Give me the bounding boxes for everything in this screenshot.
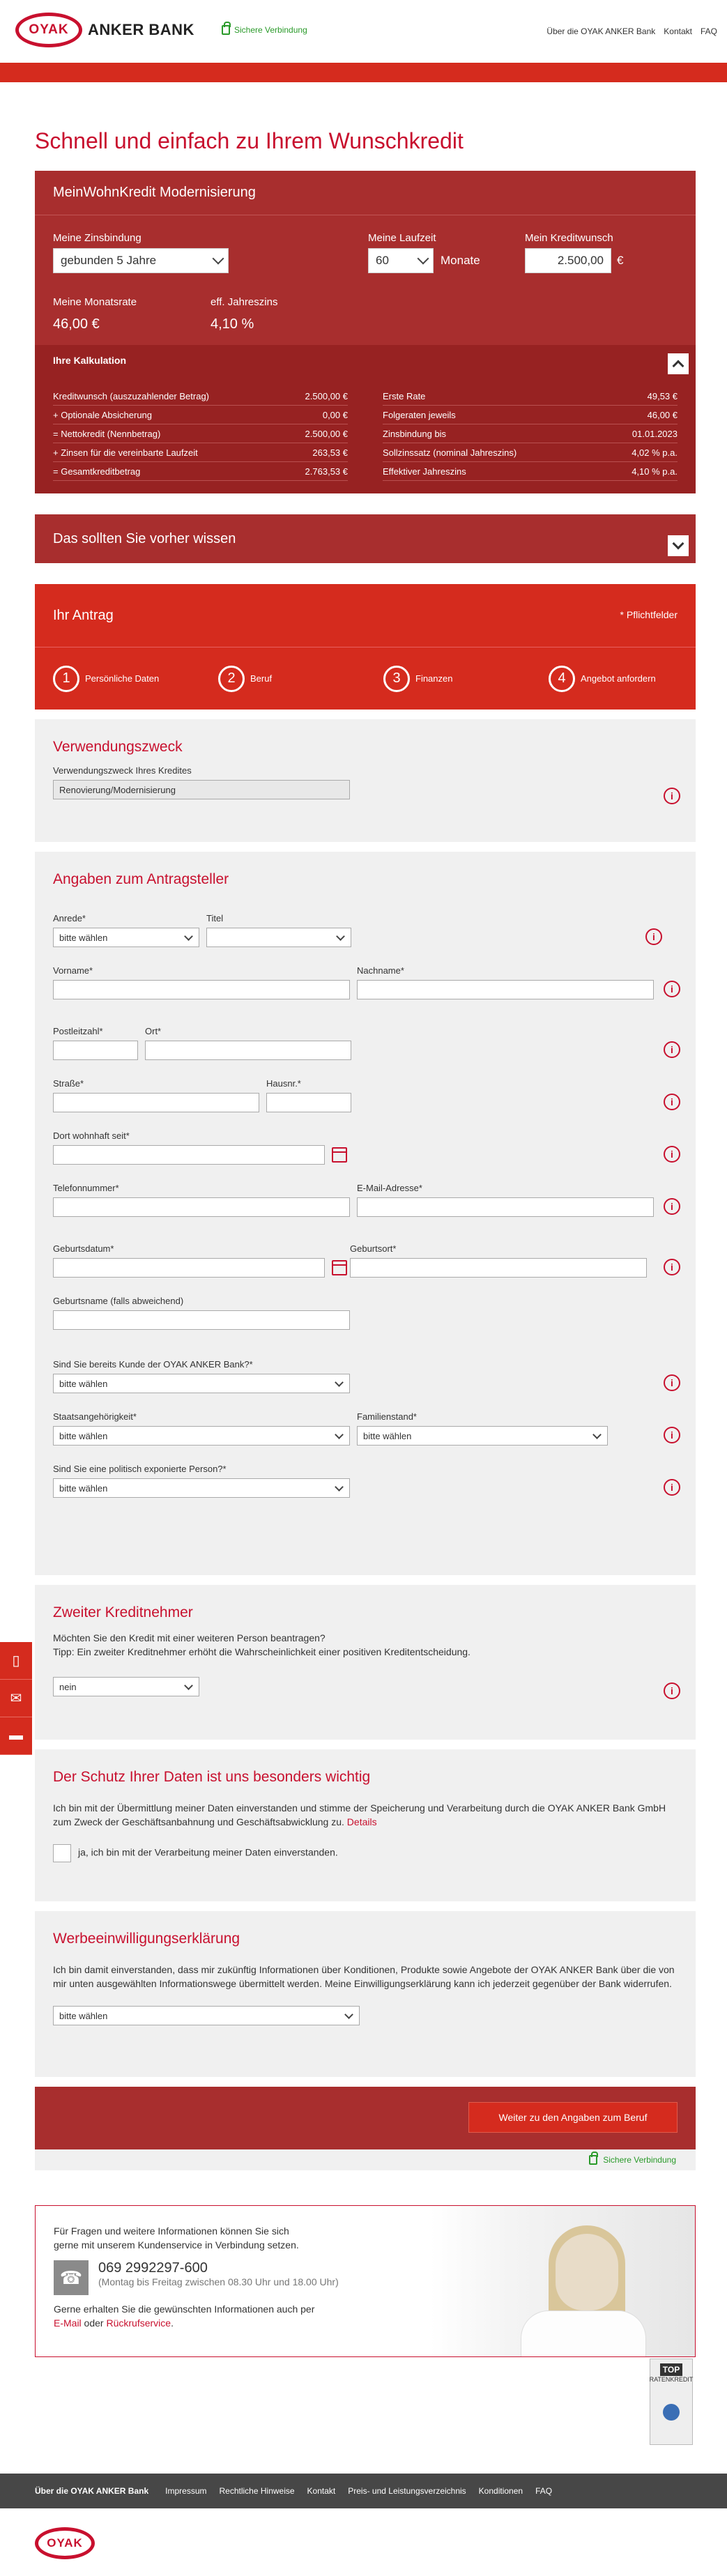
row-geburtsname [53,1296,678,1330]
kalkulation-left [53,387,348,481]
laufzeit-value: 60 [376,254,389,267]
row-staat [53,1411,678,1446]
antrag-header [35,584,696,647]
side-contact-bar [0,1642,32,1755]
strasse-label: Straße* [53,1078,84,1089]
chevron-down-icon [335,1430,344,1439]
zinsbindung-value: gebunden 5 Jahre [61,254,157,267]
zinsbindung-label: Meine Zinsbindung [53,232,141,244]
kalkulation-row-value: 4,02 % p.a. [632,447,678,458]
oder-text: oder [81,2317,107,2329]
kalkulation-panel [35,345,696,493]
verwendungszweck-value: Renovierung/Modernisierung [59,784,176,795]
step-number: 2 [218,666,245,692]
info-icon[interactable]: i [664,1146,680,1163]
jahreszins-group [211,296,277,345]
kalkulation-row-value: 0,00 € [322,410,348,420]
kalkulation-row-value: 49,53 € [647,391,678,401]
collapse-button[interactable] [668,353,689,374]
pep-value: bitte wählen [59,1482,108,1494]
laufzeit-label: Meine Laufzeit [368,232,436,244]
footer-impressum[interactable]: Impressum [165,2486,207,2496]
secure-connection [222,25,307,35]
anrede-label: Anrede* [53,913,86,923]
kalkulation-row [53,443,348,462]
step-number: 4 [549,666,575,692]
row-kontakt [53,1183,678,1217]
nachname-label: Nachname* [357,965,404,976]
staat-label: Staatsangehörigkeit* [53,1411,137,1422]
wohnhaft-input[interactable] [53,1145,325,1165]
kreditwunsch-unit: € [617,254,624,267]
footer-rechtliches[interactable]: Rechtliche Hinweise [219,2486,295,2496]
page-title: Schnell und einfach zu Ihrem Wunschkredit [35,128,464,153]
geburtsdatum-label: Geburtsdatum* [53,1243,114,1254]
kunde-select[interactable] [53,1374,350,1393]
ort-input[interactable] [145,1041,351,1060]
datenschutz-body: Ich bin mit der Übermittlung meiner Daten einverstanden und stimme der Speicherung und Verarbeitung durch die OYAK ANKER Bank GmbH zum Zweck der Geschäftsanbahnung und Geschäftsabwicklung zu. [53,1802,666,1827]
jahreszins-label: eff. Jahreszins [211,296,278,308]
telefon-label: Telefonnummer* [53,1183,119,1193]
laufzeit-group [368,232,507,273]
footer-logo[interactable] [35,2527,95,2559]
footer-kontakt[interactable]: Kontakt [307,2486,336,2496]
chevron-down-icon [335,1482,344,1492]
step-3 [365,647,530,710]
chevron-down-icon [673,538,684,550]
step-label: Angebot anfordern [581,673,656,684]
geburtsname-input[interactable] [53,1310,350,1330]
credit-calculator [35,171,696,493]
chat-icon[interactable]: ▬ [0,1717,32,1755]
datenschutz-details-link[interactable]: Details [346,1816,377,1827]
pep-label: Sind Sie eine politisch exponierte Person?* [53,1464,227,1474]
kalkulation-row-value: 46,00 € [647,410,678,420]
monatsrate-label: Meine Monatsrate [53,296,137,308]
info-icon[interactable]: i [664,1094,680,1110]
calculator-results [35,296,696,345]
anrede-value: bitte wählen [59,932,108,943]
kalkulation-row-label: Folgeraten jeweils [383,410,456,420]
kalkulation-row [383,387,678,406]
step-label: Finanzen [415,673,453,684]
row-name [53,965,678,999]
row-ort [53,1026,678,1060]
kalkulation-row [383,406,678,424]
laufzeit-unit: Monate [441,254,480,267]
ort-label: Ort* [145,1026,162,1036]
kalkulation-row-value: 01.01.2023 [632,429,678,439]
verwendungszweck-title: Verwendungszweck [53,739,183,755]
consent-checkbox[interactable] [53,1844,71,1862]
info-icon[interactable]: i [645,928,662,945]
nav-contact[interactable]: Kontakt [664,26,692,36]
badge-sub: RATENKREDIT [649,2376,694,2383]
footer [0,2474,727,2508]
service-agent-image [430,2206,695,2356]
anrede-select[interactable] [53,928,199,947]
verwendungszweck-field [53,780,350,799]
familie-label: Familienstand* [357,1411,417,1422]
kalkulation-row-label: + Zinsen für die vereinbarte Laufzeit [53,447,198,458]
kalkulation-row-label: Effektiver Jahreszins [383,466,466,477]
step-number: 1 [53,666,79,692]
laufzeit-select[interactable] [368,248,434,273]
step-label: Persönliche Daten [85,673,160,684]
kalkulation-row [53,424,348,443]
footer-konditionen[interactable]: Konditionen [478,2486,523,2496]
footer-preise[interactable]: Preis- und Leistungsverzeichnis [348,2486,466,2496]
secure-connection-footer [35,2149,696,2170]
datenschutz-text [53,1801,678,1829]
antragsteller-panel [35,852,696,1575]
kreditwunsch-label: Mein Kreditwunsch [525,232,613,244]
info-icon[interactable]: i [664,1259,680,1275]
monatsrate-group [53,296,211,345]
chevron-down-icon [213,253,224,265]
zinsbindung-select[interactable] [53,248,229,273]
datenschutz-consent [53,1844,678,1862]
calculator-inputs [35,215,696,296]
jahreszins-value: 4,10 % [211,316,254,332]
kreditwunsch-group [525,232,664,273]
footer-logo-oyak: OYAK [35,2527,95,2559]
secure-label: Sichere Verbindung [603,2155,676,2165]
kalkulation-row-value: 263,53 € [312,447,348,458]
wohnhaft-label: Dort wohnhaft seit* [53,1130,130,1141]
nav-faq[interactable]: FAQ [700,26,717,36]
familie-value: bitte wählen [363,1430,412,1441]
row-geburt [53,1243,678,1278]
kalkulation-row [383,462,678,481]
chevron-down-icon [592,1430,602,1439]
logo-bank-text: ANKER BANK [88,21,194,38]
kalkulation-row-value: 2.763,53 € [305,466,348,477]
row-kunde [53,1359,678,1393]
logo[interactable] [15,13,194,47]
contact-box [35,2205,696,2357]
zweiter-kreditnehmer-title: Zweiter Kreditnehmer [53,1604,193,1620]
kalkulation-row-value: 2.500,00 € [305,391,348,401]
mail-icon[interactable]: ✉ [0,1680,32,1717]
zweiter-kreditnehmer-tip: Tipp: Ein zweiter Kreditnehmer erhöht die Wahrscheinlichkeit einer positiven Kreditentscheidung. [53,1646,470,1657]
chevron-down-icon [335,1378,344,1387]
chevron-down-icon [336,932,345,941]
nav-about[interactable]: Über die OYAK ANKER Bank [546,26,656,36]
kalkulation-row [53,406,348,424]
info-icon[interactable]: i [664,1427,680,1443]
calculator-title: MeinWohnKredit Modernisierung [35,171,696,215]
werbeeinwilligung-select[interactable] [53,2006,360,2025]
vorname-input[interactable] [53,980,350,999]
secure-label: Sichere Verbindung [234,25,307,35]
titel-select[interactable] [206,928,351,947]
kalkulation-row-label: Zinsbindung bis [383,429,447,439]
main-content [35,128,696,2357]
antragsteller-title: Angaben zum Antragsteller [53,871,229,887]
step-2 [200,647,365,710]
kalkulation-row-label: Kreditwunsch (auszuzahlender Betrag) [53,391,210,401]
lock-icon [222,25,230,35]
zweiter-kreditnehmer-select[interactable] [53,1677,199,1696]
header-red-bar [0,63,727,82]
kalkulation-title: Ihre Kalkulation [53,355,127,366]
kalkulation-right [383,387,678,481]
next-button[interactable]: Weiter zu den Angaben zum Beruf [468,2102,678,2133]
kalkulation-row-label: Sollzinssatz (nominal Jahreszins) [383,447,517,458]
werbeeinwilligung-text: Ich bin damit einverstanden, dass mir zukünftig Informationen über Konditionen, Produkte sowie Angebote der OYAK ANKER Bank über die von mir unten ausgewählten Informationswege übermittelt werden. Meine Einwilligungserklärung kann ich jederzeit gegenüber der Bank widerrufen. [53,1964,675,1989]
kalkulation-row-value: 4,10 % p.a. [632,466,678,477]
kalkulation-row-value: 2.500,00 € [305,429,348,439]
kunde-label: Sind Sie bereits Kunde der OYAK ANKER Bank?* [53,1359,253,1370]
agent-face [556,2234,618,2310]
geburtsname-label: Geburtsname (falls abweichend) [53,1296,184,1306]
datenschutz-panel [35,1749,696,1901]
contact-line3: Gerne erhalten Sie die gewünschten Informationen auch per [54,2303,315,2315]
seal-icon [663,2404,680,2421]
email-input[interactable] [357,1197,654,1217]
vorname-label: Vorname* [53,965,93,976]
info-accordion[interactable] [35,514,696,563]
telefon-input[interactable] [53,1197,350,1217]
monatsrate-value: 46,00 € [53,316,100,332]
kunde-value: bitte wählen [59,1378,108,1389]
progress-steps [35,647,696,710]
kalkulation-row-label: + Optionale Absicherung [53,410,153,420]
titel-label: Titel [206,913,224,923]
kalkulation-row [53,462,348,481]
plz-label: Postleitzahl* [53,1026,103,1036]
lock-icon [589,2155,597,2165]
row-anrede [53,913,678,947]
chevron-down-icon [184,1681,193,1690]
accordion-label: Das sollten Sie vorher wissen [53,530,236,546]
zinsbindung-group [53,232,229,273]
footer-faq[interactable]: FAQ [535,2486,553,2496]
info-icon[interactable]: i [664,1682,680,1699]
chevron-up-icon [673,360,684,372]
dot-text: . [171,2317,174,2329]
kalkulation-row-label: = Gesamtkreditbetrag [53,466,141,477]
phone-icon: ☎ [54,2260,89,2295]
chevron-down-icon [184,932,193,941]
datenschutz-title: Der Schutz Ihrer Daten ist uns besonders wichtig [53,1769,371,1785]
verwendungszweck-label: Verwendungszweck Ihres Kredites [53,765,192,776]
staat-value: bitte wählen [59,1430,108,1441]
geburtsort-label: Geburtsort* [350,1243,397,1254]
hausnr-label: Hausnr.* [266,1078,301,1089]
kalkulation-row-label: Erste Rate [383,391,426,401]
step-1 [35,647,200,710]
geburtsdatum-input[interactable] [53,1258,325,1278]
info-icon[interactable]: i [664,1041,680,1058]
chevron-down-icon [418,253,429,265]
contact-text [36,2206,426,2356]
email-link[interactable]: E-Mail [54,2317,82,2329]
step-label: Beruf [250,673,273,684]
header [0,0,727,63]
werbeeinwilligung-title: Werbeeinwilligungserklärung [53,1931,240,1947]
info-icon[interactable]: i [664,981,680,997]
kalkulation-table [35,376,696,493]
calendar-icon[interactable] [332,1147,347,1163]
contact-links [54,2316,408,2330]
row-wohnhaft [53,1130,678,1165]
agent-shirt [521,2310,646,2357]
kreditwunsch-value: 2.500,00 [557,254,604,267]
pep-select[interactable] [53,1478,350,1498]
info-icon[interactable]: i [664,1198,680,1215]
contact-line1: Für Fragen und weitere Informationen können Sie sich [54,2225,289,2237]
zweiter-kreditnehmer-question: Möchten Sie den Kredit mit einer weiteren Person beantragen? [53,1632,326,1643]
chevron-down-icon [344,2010,353,2019]
kalkulation-row [53,387,348,406]
kalkulation-header [35,345,696,376]
logo-oyak: OYAK [15,13,82,47]
familie-select[interactable] [357,1426,608,1446]
zweiter-kreditnehmer-value: nein [59,1681,77,1692]
info-icon[interactable]: i [664,1479,680,1496]
strasse-input[interactable] [53,1093,259,1112]
award-badge [650,2359,693,2445]
row-pep [53,1464,678,1498]
calendar-icon[interactable] [332,1260,347,1275]
required-note: * Pflichtfelder [620,609,678,620]
kalkulation-row [383,443,678,462]
phone-number[interactable]: 069 2992297-600 [98,2260,208,2276]
row-strasse [53,1078,678,1112]
top-nav [546,26,717,36]
badge-top: TOP [660,2363,682,2376]
submit-bar [35,2087,696,2149]
info-icon[interactable]: i [664,1374,680,1391]
hausnr-input[interactable] [266,1093,351,1112]
werbeeinwilligung-value: bitte wählen [59,2010,108,2021]
email-label: E-Mail-Adresse* [357,1183,422,1193]
nachname-input[interactable] [357,980,654,999]
phone-hours: (Montag bis Freitag zwischen 08.30 Uhr und 18.00 Uhr) [98,2276,339,2287]
kreditwunsch-input[interactable] [525,248,611,273]
geburtsort-input[interactable] [350,1258,647,1278]
step-4 [530,647,696,710]
kalkulation-row-label: = Nettokredit (Nennbetrag) [53,429,161,439]
kalkulation-row [383,424,678,443]
verwendungszweck-panel [35,719,696,842]
expand-button[interactable] [668,535,689,556]
step-number: 3 [383,666,410,692]
footer-brand[interactable]: Über die OYAK ANKER Bank [35,2486,149,2496]
werbeeinwilligung-panel [35,1911,696,2077]
info-icon[interactable]: i [664,788,680,804]
consent-label: ja, ich bin mit der Verarbeitung meiner Daten einverstanden. [78,1846,338,1858]
staat-select[interactable] [53,1426,350,1446]
rueckruf-link[interactable]: Rückrufservice [106,2317,171,2329]
plz-input[interactable] [53,1041,138,1060]
contact-phone [54,2260,408,2295]
zweiter-kreditnehmer-panel [35,1585,696,1740]
antrag-title: Ihr Antrag [53,607,114,623]
contact-line2: gerne mit unserem Kundenservice in Verbindung setzen. [54,2239,299,2251]
mobile-icon[interactable]: ▯ [0,1642,32,1680]
